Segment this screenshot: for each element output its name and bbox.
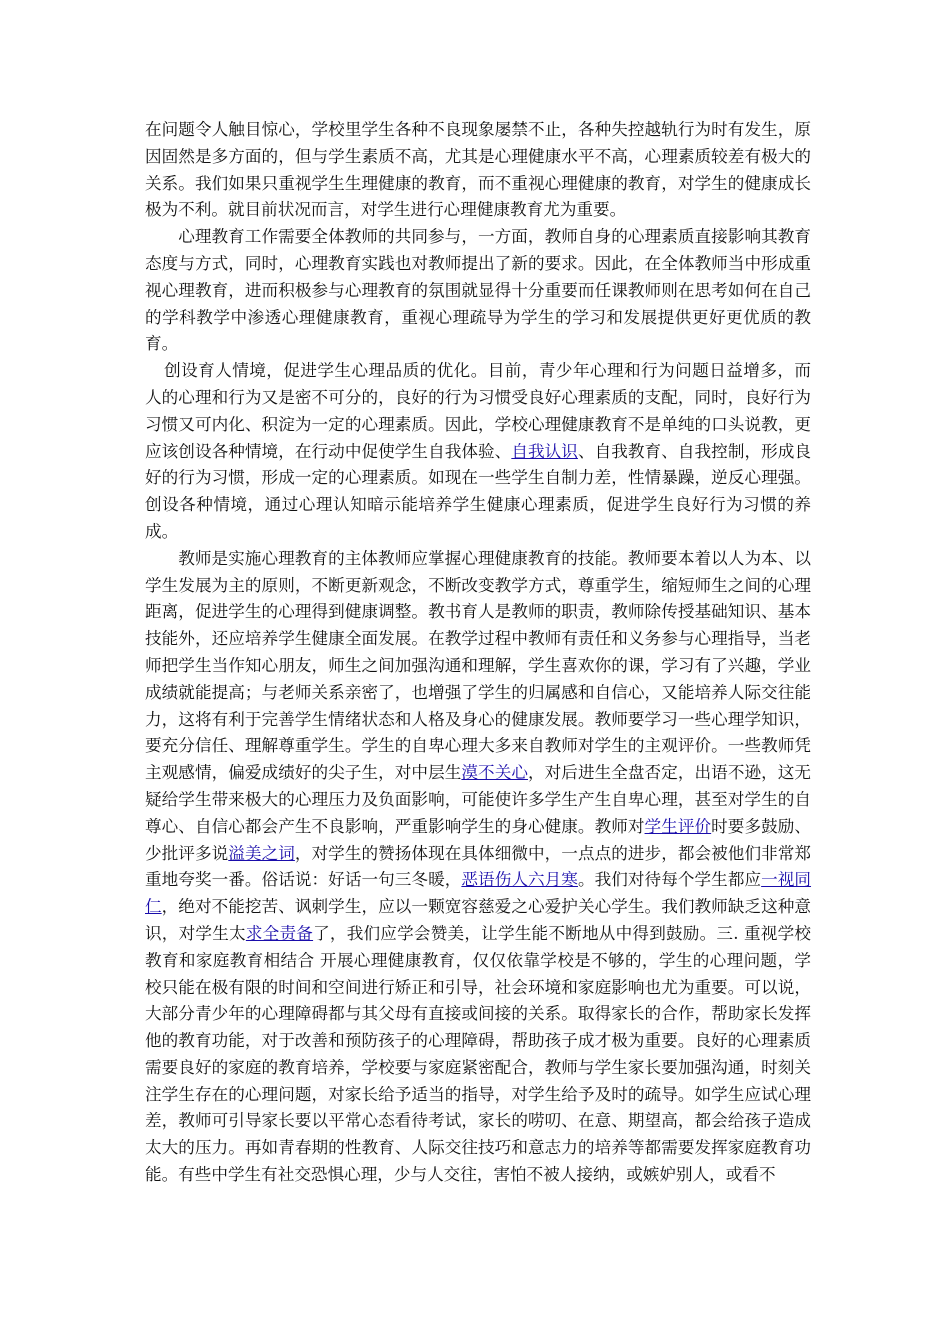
text-run: 在问题令人触目惊心，学校里学生各种不良现象屡禁不止，各种失控越轨行为时有发生，原因固然是多方面的，但与学生素质不高，尤其是心理健康水平不高，心理素质较差有极大的关系。我们如果只重视学生生理健康的教育，而不重视心理健康的教育，对学生的健康成长极为不利。就目前状况而言，对学生进行心理健康教育尤为重要。 <box>145 120 811 220</box>
hyperlink[interactable]: 学生评价 <box>644 816 712 836</box>
text-run: 创设育人情境，促进学生心理品质的优化。目前，青少年心理和行为问题日益增多，而人的心理和行为又是密不可分的，良好的行为习惯受良好心理素质的支配，同时，良好行为习惯又可内化、积淀为一定的心理素质。因此，学校心理健康教育不是单纯的口头说教，更应该创设各种情境，在行动中促使学生自我体验、 <box>145 361 811 461</box>
text-run: 时要多鼓励、少批评多说 <box>145 816 812 863</box>
paragraph-3 <box>145 358 811 546</box>
text-run: 、自我教育、自我控制，形成良好的行为习惯，形成一定的心理素质。如现在一些学生自制力差，性情暴躁，逆反心理强。创设各种情境，通过心理认知暗示能培养学生健康心理素质，促进学生良好行为习惯的养成。 <box>145 441 812 541</box>
paragraph-4 <box>145 546 811 1189</box>
hyperlink[interactable]: 漠不关心 <box>461 763 528 783</box>
paragraph-2 <box>145 224 811 358</box>
text-run: ，对后进生全盘否定，出语不逊，这无疑给学生带来极大的心理压力及负面影响，可能使许多学生产生自卑心理，甚至对学生的自尊心、自信心都会产生不良影响，严重影响学生的身心健康。教师对 <box>145 763 812 836</box>
hyperlink[interactable]: 一视同仁 <box>145 870 812 917</box>
hyperlink[interactable]: 求全责备 <box>245 923 314 943</box>
text-run: ，对学生的赞扬体现在具体细微中，一点点的进步，都会被他们非常郑重地夸奖一番。俗话说：好话一句三冬暖， <box>145 843 812 890</box>
text-run: 教师是实施心理教育的主体教师应掌握心理健康教育的技能。教师要本着以人为本、以学生发展为主的原则，不断更新观念，不断改变教学方式，尊重学生，缩短师生之间的心理距离，促进学生的心理得到健康调整。教书育人是教师的职责，教师除传授基础知识、基本技能外，还应培养学生健康全面发展。在教学过程中教师有责任和义务参与心理指导，当老师把学生当作知心朋友，师生之间加强沟通和理解，学生喜欢你的课，学习有了兴趣，学业成绩就能提高；与老师关系亲密了，也增强了学生的归属感和自信心，又能培养人际交往能力，这将有利于完善学生情绪状态和人格及身心的健康发展。教师要学习一些心理学知识，要充分信任、理解尊重学生。学生的自卑心理大多来自教师对学生的主观评价。一些教师凭主观感情，偏爱成绩好的尖子生，对中层生 <box>145 548 811 783</box>
text-run: 了，我们应学会赞美，让学生能不断地从中得到鼓励。三. 重视学校教育和家庭教育相结合 开展心理健康教育，仅仅依靠学校是不够的，学生的心理问题，学校只能在极有限的时间和空间进行矫正和引导，社会环境和家庭影响也尤为重要。可以说，大部分青少年的心理障碍都与其父母有直接或间接的关系。取得家长的合作，帮助家长发挥他的教育功能，对于改善和预防孩子的心理障碍，帮助孩子成才极为重要。良好的心理素质需要良好的家庭的教育培养，学校要与家庭紧密配合，教师与学生家长要加强沟通，时刻关注学生存在的心理问题，对家长给予适当的指导，对学生给予及时的疏导。如学生应试心理差，教师可引导家长要以平常心态看待考试，家长的唠叨、在意、期望高，都会给孩子造成太大的压力。再如青春期的性教育、人际交往技巧和意志力的培养等都需要发挥家庭教育功能。有些中学生有社交恐惧心理，少与人交往，害怕不被人接纳，或嫉妒别人，或看不 <box>145 923 812 1185</box>
hyperlink[interactable]: 自我认识 <box>511 441 578 461</box>
hyperlink[interactable]: 恶语伤人六月寒 <box>461 870 578 890</box>
document-body <box>145 117 811 1189</box>
paragraph-1 <box>145 117 811 224</box>
text-run: 。我们对待每个学生都应 <box>577 870 762 890</box>
text-run: ，绝对不能挖苦、讽刺学生，应以一颗宽容慈爱之心爱护关心学生。我们教师缺乏这种意识，对学生太 <box>145 897 812 943</box>
text-run: 心理教育工作需要全体教师的共同参与，一方面，教师自身的心理素质直接影响其教育态度与方式，同时，心理教育实践也对教师提出了新的要求。因此，在全体教师当中形成重视心理教育，进而积极参与心理教育的氛围就显得十分重要而任课教师则在思考如何在自己的学科教学中渗透心理健康教育，重视心理疏导为学生的学习和发展提供更好更优质的教育。 <box>145 227 811 354</box>
hyperlink[interactable]: 溢美之词 <box>228 843 295 863</box>
